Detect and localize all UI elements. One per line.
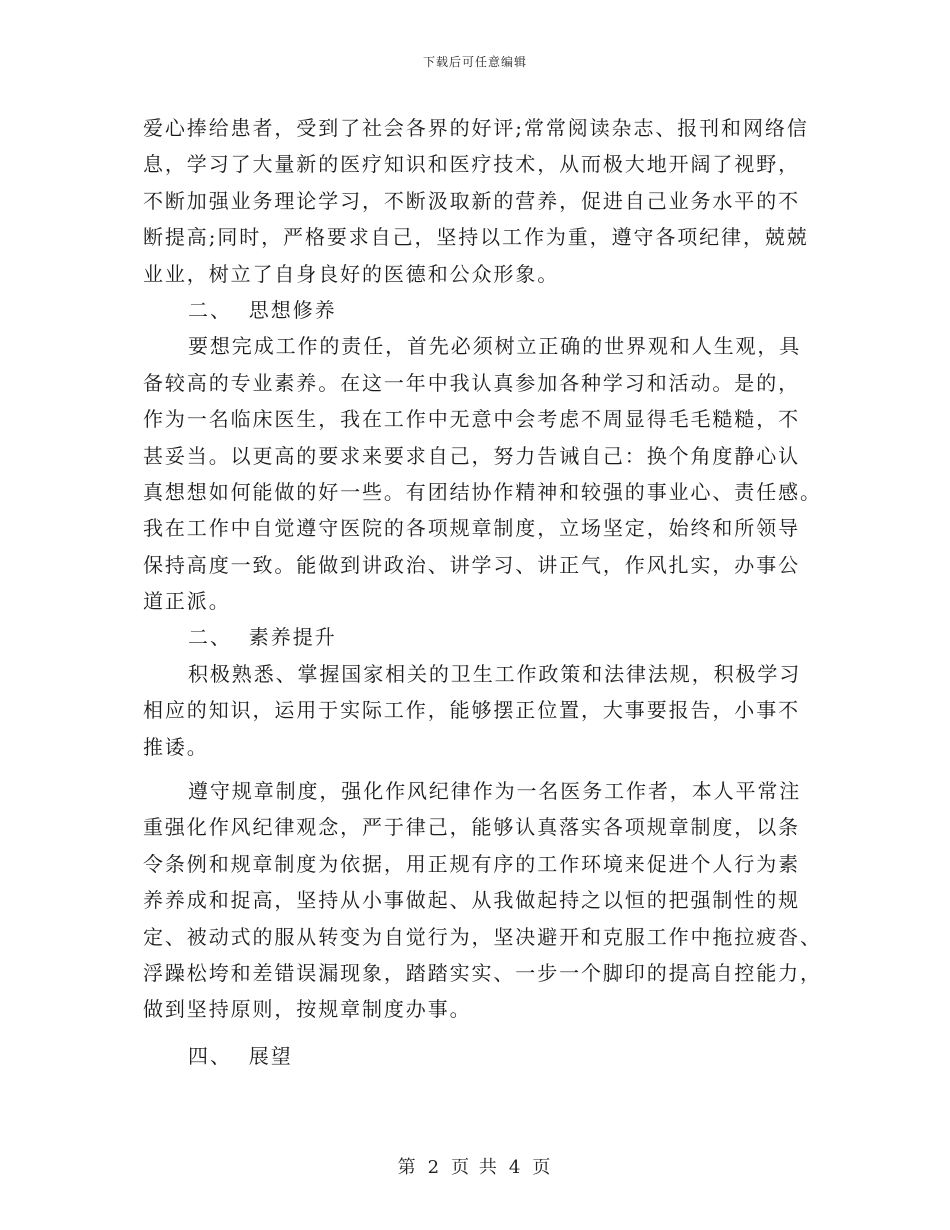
footer-suffix: 页 [532,1157,553,1178]
footer-page-number: 2 [427,1157,442,1178]
paragraph-discipline [143,773,822,1028]
text-line: 令条例和规章制度为依据，用正规有序的工作环境来促进个人行为素 [143,851,800,876]
page-header-note: 下载后可任意编辑 [422,55,527,69]
document-body [143,110,822,1074]
text-line: 甚妥当。以更高的要求来要求自己，努力告诫自己：换个角度静心认 [143,443,800,468]
section-heading-outlook: 四、 展望 [188,1043,293,1068]
text-line: 相应的知识，运用于实际工作，能够摆正位置，大事要报告，小事不 [143,698,800,723]
paragraph-continuation [143,110,809,292]
text-line: 息，学习了大量新的医疗知识和医疗技术，从而极大地开阔了视野， [143,152,800,177]
text-line: 真想想如何能做的好一些。有团结协作精神和较强的事业心、责任感。 [143,479,822,504]
page-footer [0,1153,950,1179]
text-line: 积极熟悉、掌握国家相关的卫生工作政策和法律法规，积极学习 [188,661,802,686]
text-line: 定、被动式的服从转变为自觉行为，坚决避开和克服工作中拖拉疲沓、 [143,924,822,949]
text-line: 断提高;同时，严格要求自己，坚持以工作为重，遵守各项纪律，兢兢 [143,225,809,250]
text-line: 备较高的专业素养。在这一年中我认真参加各种学习和活动。是的， [143,370,800,395]
paragraph-thought [143,328,822,619]
text-line: 爱心捧给患者，受到了社会各界的好评;常常阅读杂志、报刊和网络信 [143,116,809,140]
section-heading-thought: 二、 思想修养 [188,297,337,322]
text-line: 做到坚持原则，按规章制度办事。 [143,997,472,1022]
text-line: 道正派。 [143,589,231,614]
text-line: 业业，树立了自身良好的医德和公众形象。 [143,261,560,286]
text-line: 养养成和捉高，坚持从小事做起、从我做起持之以恒的把强制性的规 [143,888,800,913]
footer-middle: 页 共 [451,1157,499,1178]
text-line: 不断加强业务理论学习，不断汲取新的营养，促进自己业务水平的不 [143,188,800,213]
text-line: 作为一名临床医生，我在工作中无意中会考虑不周显得毛毛糙糙，不 [143,407,800,432]
footer-total-pages: 4 [508,1157,523,1178]
footer-prefix: 第 [397,1157,418,1178]
text-line: 要想完成工作的责任，首先必须树立正确的世界观和人生观，具 [188,334,802,359]
text-line: 推诿。 [143,734,209,759]
text-line: 保持高度一致。能做到讲政治、讲学习、讲正气，作风扎实，办事公 [143,552,800,577]
paragraph-policy [143,656,809,765]
text-line: 重强化作风纪律观念，严于律己，能够认真落实各项规章制度，以条 [143,815,800,840]
paragraph-spacer [143,1028,809,1038]
text-line: 浮躁松垮和差错误漏现象，踏踏实实、一步一个脚印的提高自控能力， [143,960,822,985]
section-heading-quality: 二、 素养提升 [188,625,337,650]
paragraph-spacer [143,765,809,773]
text-line: 我在工作中自觉遵守医院的各项规章制度，立场坚定，始终和所领导 [143,516,800,541]
text-line: 遵守规章制度，强化作风纪律作为一名医务工作者，本人平常注 [188,779,802,804]
